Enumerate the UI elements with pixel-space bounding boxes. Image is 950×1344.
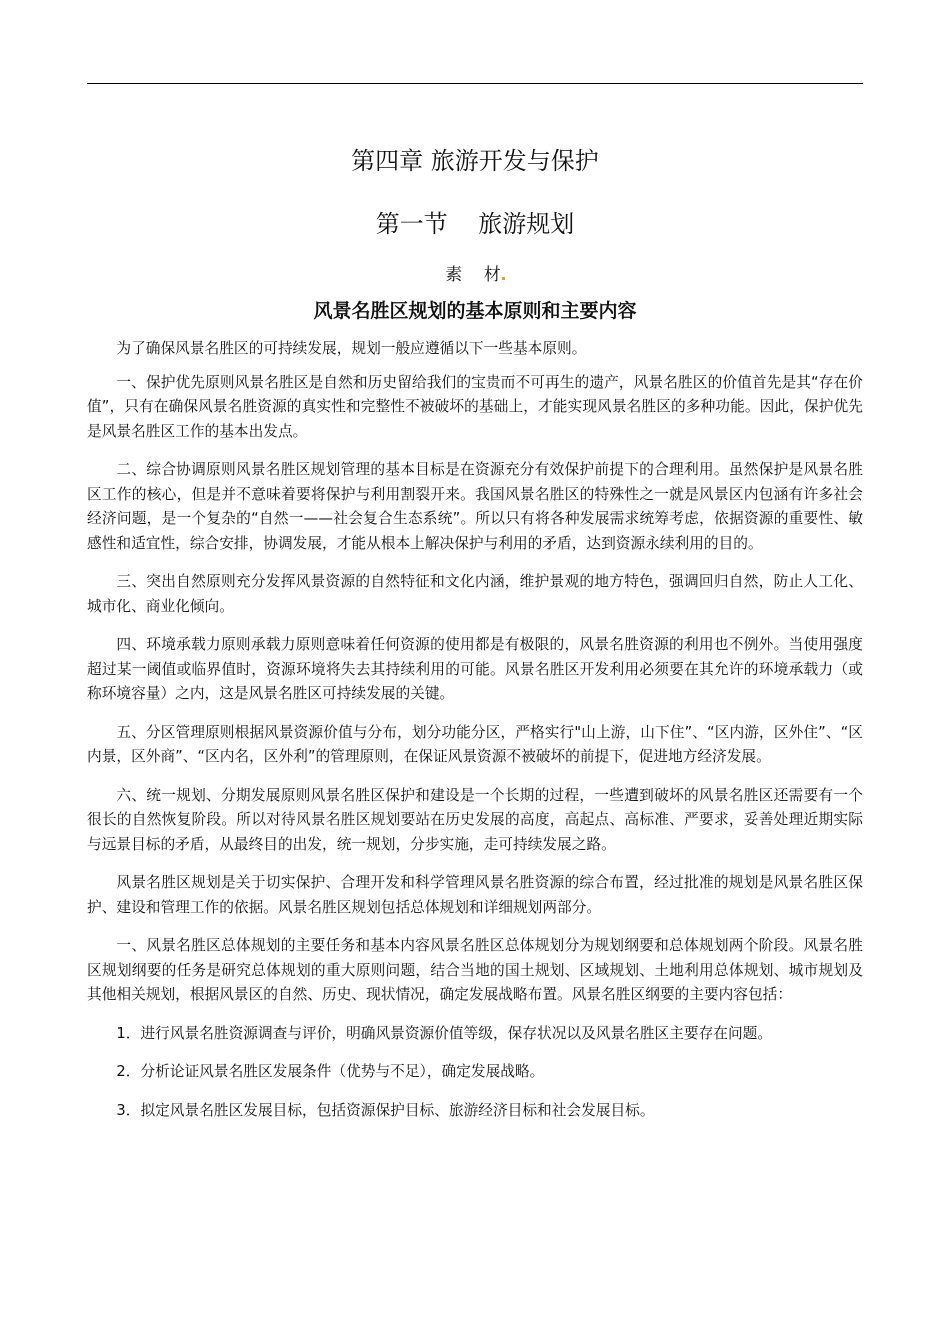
list-item [87,1060,863,1085]
list-item-text: 分析论证风景名胜区发展条件（优势与不足），确定发展战略。 [140,1063,545,1080]
article-body [87,337,863,1137]
material-label-text: 素 材 [445,265,501,285]
list-item [87,1022,863,1047]
paragraph-planning-overview: 风景名胜区规划是关于切实保护、合理开发和科学管理风景名胜资源的综合布置，经过批准的规划是风景名胜区保护、建设和管理工作的依据。风景名胜区规划包括总体规划和详细规划两部分。 [87,874,863,916]
paragraph-principle-5: 五、分区管理原则根据风景资源价值与分布，划分功能分区，严格实行"山上游，山下住”、“区内游，区外住”、“区内景，区外商”、“区内名，区外利”的管理原则，在保证风景资源不被破坏的前提下，促进地方经济发展。 [87,723,863,765]
paragraph-principle-2: 二、综合协调原则风景名胜区规划管理的基本目标是在资源充分有效保护前提下的合理利用。虽然保护是风景名胜区工作的核心，但是并不意味着要将保护与利用割裂开来。我国风景名胜区的特殊性之一就是风景区内包涵有许多社会经济问题，是一个复杂的“自然一——社会复合生态系统”。所以只有将各种发展需求统筹考虑，依据资源的重要性、敏感性和适宜性，综合安排，协调发展，才能从根本上解决保护与利用的矛盾，达到资源永续利用的目的。 [87,461,863,552]
list-item-text: 拟定风景名胜区发展目标，包括资源保护目标、旅游经济目标和社会发展目标。 [140,1101,655,1119]
list-item-number: 3． [116,1101,141,1119]
chapter-title: 第四章 旅游开发与保护 [351,147,599,175]
mark-dot [502,277,505,280]
paragraph-intro: 为了确保风景名胜区的可持续发展，规划一般应遵循以下一些基本原则。 [116,340,587,357]
section-title: 第一节 旅游规划 [375,210,575,238]
list-item-number: 1． [116,1024,141,1042]
list-item [87,1099,863,1124]
paragraph-principle-1: 一、保护优先原则风景名胜区是自然和历史留给我们的宝贵而不可再生的遗产，风景名胜区的价值首先是其“存在价值”，只有在确保风景名胜资源的真实性和完整性不被破坏的基础上，才能实现风景名胜区的多种功能。因此，保护优先是风景名胜区工作的基本出发点。 [87,373,863,440]
article-title: 风景名胜区规划的基本原则和主要内容 [313,300,637,322]
paragraph-principle-6: 六、统一规划、分期发展原则风景名胜区保护和建设是一个长期的过程，一些遭到破坏的风景名胜区还需要有一个很长的自然恢复阶段。所以对待风景名胜区规划要站在历史发展的高度，高起点、高标准、严要求，妥善处理近期实际与远景目标的矛盾，从最终目的出发，统一规划，分步实施，走可持续发展之路。 [87,786,863,853]
paragraph-principle-4: 四、环境承载力原则承载力原则意味着任何资源的使用都是有极限的，风景名胜资源的利用也不例外。当使用强度超过某一阈值或临界值时，资源环境将失去其持续利用的可能。风景名胜区开发利用必须要在其允许的环境承载力（或称环境容量）之内，这是风景名胜区可持续发展的关键。 [87,636,863,702]
material-label [0,262,950,288]
paragraph-master-plan: 一、风景名胜区总体规划的主要任务和基本内容风景名胜区总体规划分为规划纲要和总体规划两个阶段。风景名胜区规划纲要的任务是研究总体规划的重大原则问题，结合当地的国土规划、区域规划、土地利用总体规划、城市规划及其他相关规划，根据风景区的自然、历史、现状情况，确定发展战略布置。风景名胜区纲要的主要内容包括： [87,937,863,1003]
paragraph-principle-3: 三、突出自然原则充分发挥风景资源的自然特征和文化内涵，维护景观的地方特色，强调回归自然，防止人工化、城市化、商业化倾向。 [87,573,863,615]
list-item-text: 进行风景名胜资源调查与评价，明确风景资源价值等级，保存状况以及风景名胜区主要存在问题。 [140,1024,773,1042]
list-item-number: 2． [116,1063,141,1080]
header-rule [87,83,863,84]
